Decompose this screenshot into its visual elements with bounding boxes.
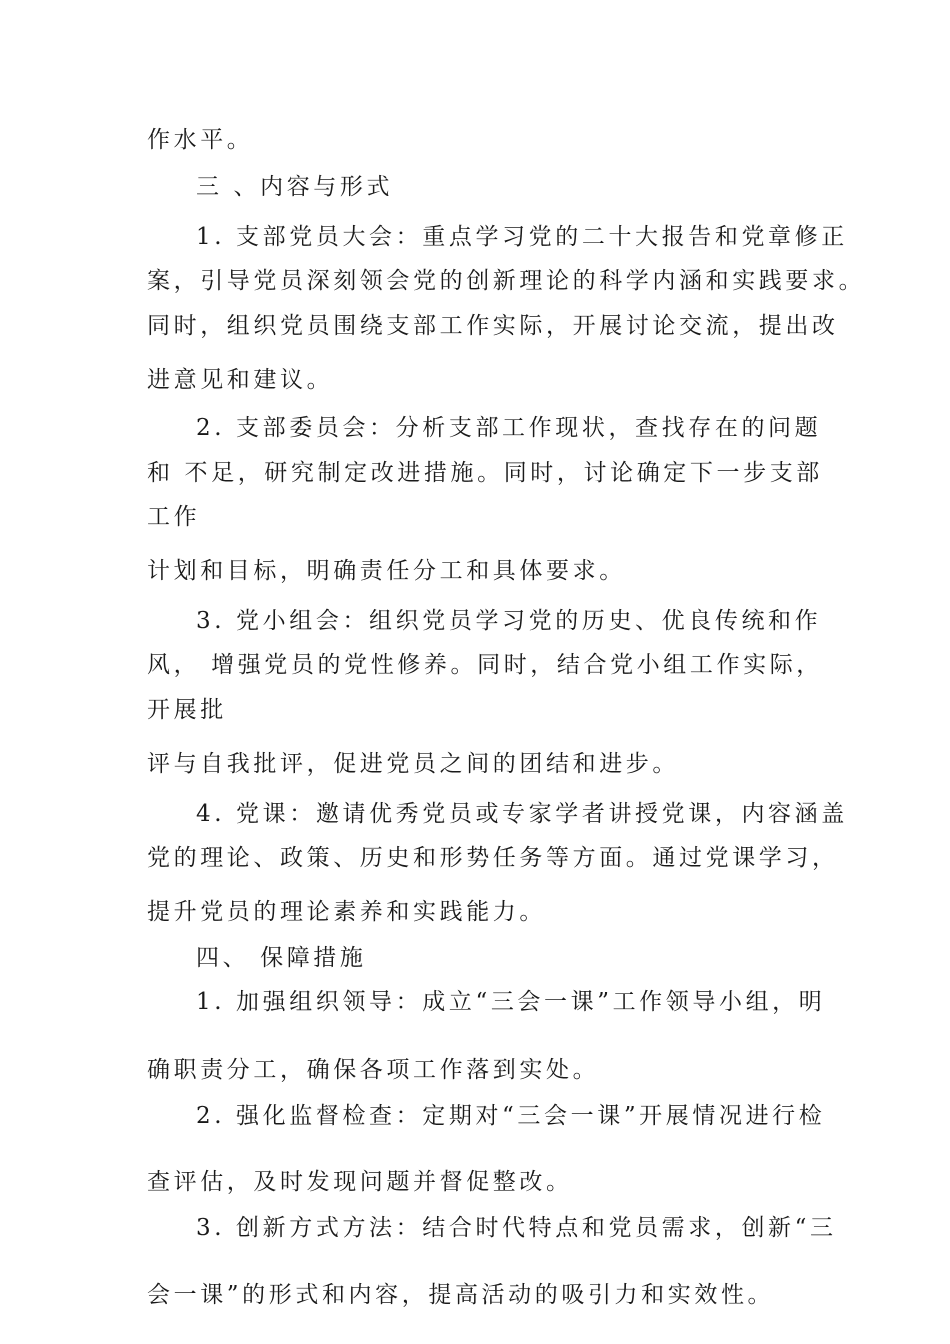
- text-line: 会一课”的形式和内容，提高活动的吸引力和实效性。: [147, 1282, 775, 1308]
- text-line: 计划和目标，明确责任分工和具体要求。: [147, 558, 626, 584]
- text-line: 3. 党小组会：组织党员学习党的历史、优良传统和作: [196, 608, 822, 634]
- text-line: 评与自我批评，促进党员之间的团结和进步。: [147, 751, 679, 777]
- text-line: 2. 支部委员会：分析支部工作现状，查找存在的问题: [196, 415, 822, 441]
- text-line: 案，引导党员深刻领会党的创新理论的科学内涵和实践要求。: [147, 268, 866, 294]
- text-line: 进意见和建议。: [147, 367, 334, 393]
- text-line: 4. 党课：邀请优秀党员或专家学者讲授党课，内容涵盖: [196, 801, 848, 827]
- text-line: 风， 增强党员的党性修养。同时，结合党小组工作实际，: [147, 652, 823, 678]
- section-heading: 四、 保障措施: [196, 945, 367, 971]
- text-line: 1. 加强组织领导：成立“三会一课”工作领导小组，明: [196, 989, 826, 1015]
- text-line: 工作: [147, 504, 201, 530]
- text-line: 提升党员的理论素养和实践能力。: [147, 899, 546, 925]
- section-heading: 三 、内容与形式: [196, 174, 394, 200]
- text-line: 开展批: [147, 697, 227, 723]
- text-line: 党的理论、政策、历史和形势任务等方面。通过党课学习，: [147, 845, 839, 871]
- text-line: 作水平。: [147, 127, 254, 153]
- text-line: 3. 创新方式方法：结合时代特点和党员需求，创新“三: [196, 1215, 837, 1241]
- text-line: 同时，组织党员围绕支部工作实际，开展讨论交流，提出改: [147, 313, 839, 339]
- text-line: 确职责分工，确保各项工作落到实处。: [147, 1057, 600, 1083]
- text-line: 1. 支部党员大会：重点学习党的二十大报告和党章修正: [196, 224, 848, 250]
- text-line: 查评估，及时发现问题并督促整改。: [147, 1169, 573, 1195]
- text-line: 和 不足，研究制定改进措施。同时，讨论确定下一步支部: [147, 460, 823, 486]
- text-line: 2. 强化监督检查：定期对“三会一课”开展情况进行检: [196, 1103, 826, 1129]
